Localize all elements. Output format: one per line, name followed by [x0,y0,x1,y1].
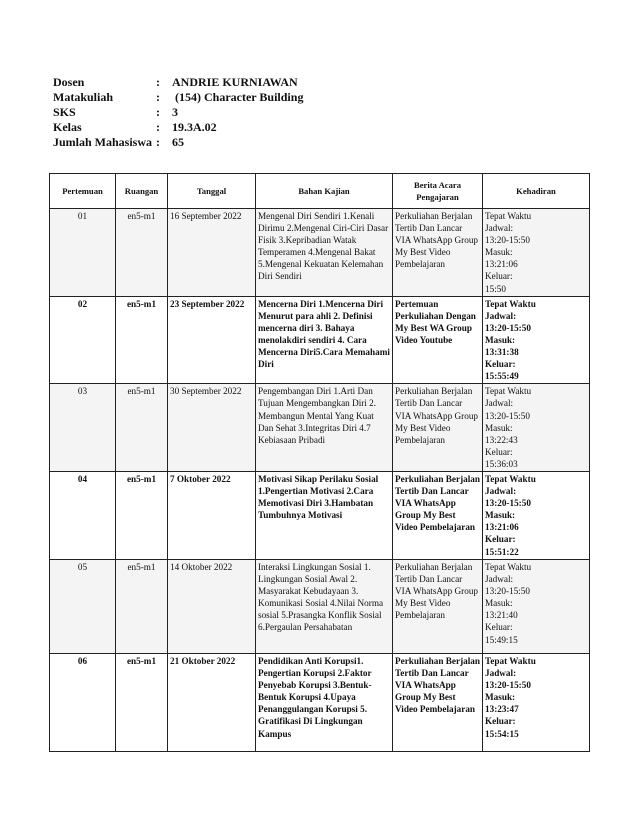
cell-bahan-kajian: Pendidikan Anti Korupsi1. Pengertian Korupsi 2.Faktor Penyebab Korupsi 3.Bentuk-Bentuk Korupsi 4.Upaya Penanggulangan Korupsi 5. Gratifikasi Di Lingkungan Kampus [256,653,393,751]
cell-berita-acara: Perkuliahan Berjalan Tertib Dan Lancar VIA WhatsApp Group My Best Video Pembelajaran [393,471,483,559]
kehadiran-line: Tepat Waktu [485,655,536,666]
table-row [50,471,590,559]
cell-tanggal: 14 Oktober 2022 [168,559,256,653]
info-value: 3 [172,105,178,119]
cell-ruangan: en5-m1 [116,384,168,472]
info-value: ANDRIE KURNIAWAN [172,75,298,89]
kehadiran-line: Tepat Waktu [485,298,536,309]
kehadiran-line: Keluar: [485,359,516,370]
cell-kehadiran [483,653,590,751]
kehadiran-line: Keluar: [485,271,513,282]
info-value: 65 [172,135,184,149]
cell-berita-acara: Perkuliahan Berjalan Tertib Dan Lancar VIA WhatsApp Group My Best Video Pembelajaran [393,384,483,472]
cell-bahan-kajian: Motivasi Sikap Perilaku Sosial 1.Pengertian Motivasi 2.Cara Memotivasi Diri 3.Hambatan Tumbuhnya Motivasi [256,471,393,559]
kehadiran-line: 15:50 [485,283,506,294]
cell-tanggal: 16 September 2022 [168,209,256,297]
info-row-sks [53,105,303,120]
cell-ruangan: en5-m1 [116,559,168,653]
cell-bahan-kajian: Pengembangan Diri 1.Arti Dan Tujuan Mengembangkan Diri 2. Membangun Mental Yang Kuat Dan Sehat 3.Integritas Diri 4.7 Kebiasaan Pribadi [256,384,393,472]
col-header-ruangan: Ruangan [116,174,168,209]
col-header-bahan-kajian: Bahan Kajian [256,174,393,209]
info-row-dosen [53,75,303,90]
cell-pertemuan: 02 [50,296,116,384]
cell-kehadiran [483,559,590,653]
cell-ruangan: en5-m1 [116,209,168,297]
info-row-matakuliah [53,90,303,105]
table-row [50,296,590,384]
table-body [50,209,590,752]
cell-pertemuan: 06 [50,653,116,751]
info-value: 19.3A.02 [172,120,217,134]
cell-tanggal: 23 September 2022 [168,296,256,384]
cell-kehadiran [483,209,590,297]
cell-pertemuan: 04 [50,471,116,559]
cell-pertemuan: 01 [50,209,116,297]
table-header-row [50,174,590,209]
cell-berita-acara: Perkuliahan Berjalan Tertib Dan Lancar VIA WhatsApp Group My Best Video Pembelajaran [393,209,483,297]
info-colon: : [156,90,160,104]
cell-ruangan: en5-m1 [116,296,168,384]
info-colon: : [156,120,160,134]
cell-berita-acara: Pertemuan Perkuliahan Dengan My Best WA Group Video Youtube [393,296,483,384]
table-row [50,653,590,751]
kehadiran-line: Masuk: [485,334,516,345]
kehadiran-line: Masuk: [485,510,516,521]
cell-tanggal: 7 Oktober 2022 [168,471,256,559]
info-label: SKS [53,105,76,119]
kehadiran-line: 13:20-15:50 [485,586,530,597]
info-row-kelas [53,120,303,135]
cell-pertemuan: 03 [50,384,116,472]
kehadiran-line: 13:20-15:50 [485,498,531,509]
cell-ruangan: en5-m1 [116,471,168,559]
cell-bahan-kajian: Mengenal Diri Sendiri 1.Kenali Dirimu 2.Mengenal Ciri-Ciri Dasar Fisik 3.Kepribadian Watak Temperamen 4.Mengenal Bakat 5.Mengenal Kekuatan Kelemahan Diri Sendiri [256,209,393,297]
info-colon: : [156,135,160,149]
kehadiran-line: Keluar: [485,534,516,545]
info-label: Dosen [53,75,85,89]
kehadiran-line: Jadwal: [485,310,517,321]
kehadiran-line: Keluar: [485,622,513,633]
info-row-jumlah-mahasiswa [53,135,303,150]
kehadiran-line: 13:23:47 [485,704,519,715]
cell-ruangan: en5-m1 [116,653,168,751]
attendance-table [49,173,590,752]
kehadiran-line: Masuk: [485,692,516,703]
kehadiran-line: Jadwal: [485,486,517,497]
col-header-pertemuan: Pertemuan [50,174,116,209]
cell-bahan-kajian: Interaksi Lingkungan Sosial 1. Lingkungan Sosial Awal 2. Masyarakat Kebudayaan 3. Komunikasi Sosial 4.Nilai Norma sosial 5.Prasangka Konflik Sosial 6.Pergaulan Persahabatan [256,559,393,653]
cell-kehadiran [483,296,590,384]
kehadiran-line: Tepat Waktu [485,211,532,221]
cell-berita-acara: Perkuliahan Berjalan Tertib Dan Lancar VIA WhatsApp Group My Best Video Pembelajaran [393,653,483,751]
kehadiran-line: 15:55:49 [485,371,519,382]
kehadiran-line: 13:21:06 [485,522,519,533]
kehadiran-line: 15:54:15 [485,728,519,739]
cell-berita-acara: Perkuliahan Berjalan Tertib Dan Lancar VIA WhatsApp Group My Best Video Pembelajaran [393,559,483,653]
kehadiran-line: 13:21:40 [485,610,518,621]
kehadiran-line: Tepat Waktu [485,473,536,484]
kehadiran-line: Tepat Waktu [485,561,532,572]
kehadiran-line: Keluar: [485,716,516,727]
kehadiran-line: 13:20-15:50 [485,410,530,421]
kehadiran-line: 13:20-15:50 [485,235,530,246]
cell-bahan-kajian: Mencerna Diri 1.Mencerna Diri Menurut para ahli 2. Definisi mencerna diri 3. Bahaya menolakdiri sendiri 4. Cara Mencerna Diri5.Cara Memahami Diri [256,296,393,384]
kehadiran-line: Jadwal: [485,668,517,679]
kehadiran-line: Jadwal: [485,574,514,585]
info-colon: : [156,105,160,119]
cell-tanggal: 30 September 2022 [168,384,256,472]
table-row [50,384,590,472]
info-label: Jumlah Mahasiswa [53,135,153,149]
table-row [50,209,590,297]
kehadiran-line: 13:21:06 [485,259,518,270]
info-label: Matakuliah [53,90,114,104]
kehadiran-line: Keluar: [485,446,513,457]
cell-kehadiran [483,471,590,559]
kehadiran-line: 15:36:03 [485,458,518,469]
col-header-tanggal: Tanggal [168,174,256,209]
kehadiran-line: Jadwal: [485,223,514,234]
info-value: (154) Character Building [172,90,304,104]
kehadiran-line: 15:51:22 [485,546,519,557]
kehadiran-line: Masuk: [485,422,513,433]
col-header-berita-acara: Berita Acara Pengajaran [393,174,483,209]
cell-kehadiran [483,384,590,472]
kehadiran-line: Masuk: [485,598,513,609]
kehadiran-line: 15:49:15 [485,634,518,645]
table-row [50,559,590,653]
kehadiran-line: Masuk: [485,247,513,258]
kehadiran-line: 13:31:38 [485,347,519,358]
info-colon: : [156,75,160,89]
cell-pertemuan: 05 [50,559,116,653]
kehadiran-line: 13:20-15:50 [485,680,531,691]
kehadiran-line: 13:22:43 [485,434,518,445]
kehadiran-line: Jadwal: [485,398,514,409]
course-info [53,75,303,150]
kehadiran-line: 13:20-15:50 [485,322,531,333]
col-header-kehadiran: Kehadiran [483,174,590,209]
kehadiran-line: Tepat Waktu [485,386,532,397]
cell-tanggal: 21 Oktober 2022 [168,653,256,751]
info-label: Kelas [53,120,82,134]
